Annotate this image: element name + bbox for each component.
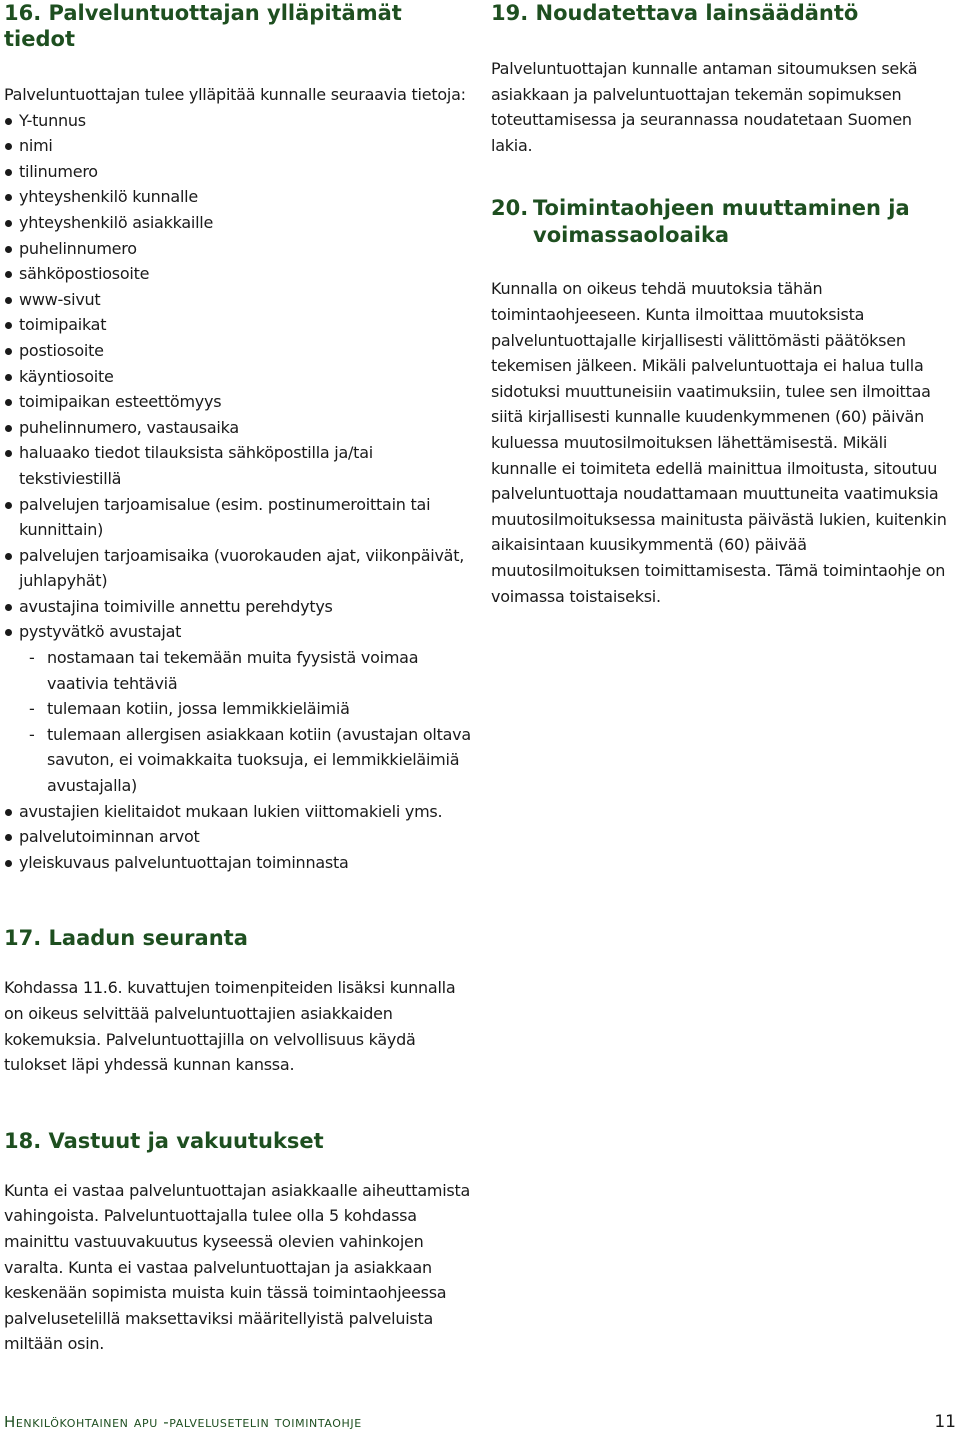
list-item: palvelujen tarjoamisalue (esim. postinumeroittain tai kunnittain)	[4, 492, 472, 543]
section-16	[4, 0, 472, 875]
list-item: www-sivut	[4, 287, 472, 313]
list-item-label: pystyvätkö avustajat	[19, 622, 182, 642]
section-20-title: Toimintaohjeen muuttaminen ja voimassaoloaika	[533, 196, 910, 248]
list-item: Y-tunnus	[4, 108, 472, 134]
list-item: tilinumero	[4, 159, 472, 185]
sub-list-item: - tulemaan allergisen asiakkaan kotiin (avustajan oltava savuton, ei voimakkaita tuoksuja, ei lemmikkieläimiä avustajalla)	[19, 722, 472, 799]
section-18	[4, 1128, 472, 1357]
section-16-heading: 16. Palveluntuottajan ylläpitämät tiedot	[4, 1, 402, 51]
list-item: puhelinnumero, vastausaika	[4, 415, 472, 441]
list-item: yhteyshenkilö asiakkaille	[4, 210, 472, 236]
list-item: sähköpostiosoite	[4, 261, 472, 287]
section-16-intro: Palveluntuottajan tulee ylläpitää kunnalle seuraavia tietoja:	[4, 85, 466, 104]
list-item: postiosoite	[4, 338, 472, 364]
page-number: 11	[934, 1412, 956, 1432]
list-item: haluaako tiedot tilauksista sähköpostilla ja/tai tekstiviestillä	[4, 440, 472, 491]
list-item: palvelutoiminnan arvot	[4, 824, 472, 850]
section-20-heading	[491, 195, 957, 249]
sub-list-item: - nostamaan tai tekemään muita fyysistä voimaa vaativia tehtäviä	[19, 645, 472, 696]
list-item: käyntiosoite	[4, 364, 472, 390]
section-18-heading: 18. Vastuut ja vakuutukset	[4, 1128, 324, 1153]
section-17	[4, 925, 472, 1077]
list-item: avustajien kielitaidot mukaan lukien viittomakieli yms.	[4, 799, 472, 825]
section-20-text: Kunnalla on oikeus tehdä muutoksia tähän toimintaohjeeseen. Kunta ilmoittaa muutoksista palveluntuottajalle kirjallisesti välittömästi päätöksen tekemisen jälkeen. Mikäli palveluntuottaja ei halua tulla sidotuksi muuttuneisiin vaatimuksiin, tulee sen ilmoittaa siitä kirjallisesti kunnalle kuudenkymmenen (60) päivän kuluessa muutosilmoituksen lähettämisestä. Mikäli kunnalle ei toimiteta edellä mainittua ilmoitusta, sitoutuu palveluntuottaja noudattamaan muuttuneita vaatimuksia muutosilmoituksessa mainitusta päivästä lukien, kuitenkin aikaisintaan kuusikymmentä (60) päivää muutosilmoituksen toimittamisesta. Tämä toimintaohje on voimassa toistaiseksi.	[491, 279, 947, 606]
list-item: nimi	[4, 133, 472, 159]
list-item: toimipaikat	[4, 312, 472, 338]
right-column	[491, 0, 957, 609]
section-19	[491, 0, 957, 158]
list-item	[4, 619, 472, 798]
list-item: avustajina toimiville annettu perehdytys	[4, 594, 472, 620]
section-19-heading: 19. Noudatettava lainsäädäntö	[491, 1, 859, 25]
section-18-text: Kunta ei vastaa palveluntuottajan asiakkaalle aiheuttamista vahingoista. Palveluntuottajalla tulee olla 5 kohdassa mainittu vastuuvakuutus kyseessä olevien vahinkojen varalta. Kunta ei vastaa palveluntuottajan ja asiakkaan keskenään sopimista muista kuin tässä toimintaohjeessa palvelusetelillä maksettaviksi määritellyistä palveluista miltään osin.	[4, 1180, 471, 1354]
list-item: palvelujen tarjoamisaika (vuorokauden ajat, viikonpäivät, juhlapyhät)	[4, 543, 472, 594]
list-item: toimipaikan esteettömyys	[4, 389, 472, 415]
section-20	[491, 195, 957, 609]
section-20-number: 20.	[491, 196, 529, 221]
footer-document-title: Henkilökohtainen apu -palvelusetelin toimintaohje	[4, 1413, 362, 1431]
section-16-list	[4, 108, 472, 876]
section-19-text: Palveluntuottajan kunnalle antaman sitoumuksen sekä asiakkaan ja palveluntuottajan tekemän sopimuksen toteuttamisessa ja seurannassa noudatetaan Suomen lakia.	[491, 59, 918, 155]
list-item: yhteyshenkilö kunnalle	[4, 184, 472, 210]
list-item: puhelinnumero	[4, 236, 472, 262]
sub-list-item: - tulemaan kotiin, jossa lemmikkieläimiä	[19, 696, 472, 722]
section-17-text: Kohdassa 11.6. kuvattujen toimenpiteiden lisäksi kunnalla on oikeus selvittää palveluntuottajien asiakkaiden kokemuksia. Palveluntuottajilla on velvollisuus käydä tulokset läpi yhdessä kunnan kanssa.	[4, 978, 456, 1075]
section-17-heading: 17. Laadun seuranta	[4, 926, 248, 951]
left-column	[4, 0, 472, 1357]
sub-list	[19, 645, 472, 799]
list-item: yleiskuvaus palveluntuottajan toiminnasta	[4, 850, 472, 876]
page-footer	[4, 1412, 956, 1432]
